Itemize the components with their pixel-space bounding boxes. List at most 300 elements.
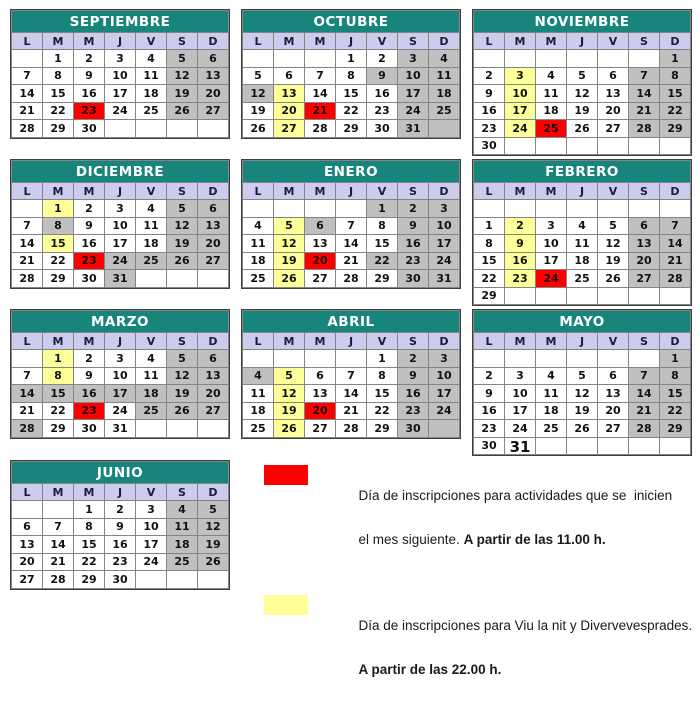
day-cell: 10 [136, 518, 167, 536]
day-cell [274, 50, 305, 68]
day-cell: 17 [429, 385, 460, 403]
day-cell: 26 [567, 120, 598, 138]
day-cell [274, 200, 305, 218]
day-cell: 29 [660, 420, 691, 438]
day-cell [429, 120, 460, 138]
day-cell: 8 [43, 367, 74, 385]
day-cell: 1 [43, 200, 74, 218]
day-cell: 3 [105, 350, 136, 368]
day-cell: 4 [429, 50, 460, 68]
day-cell: 31 [429, 270, 460, 288]
day-header: M [74, 333, 105, 350]
day-cell: 19 [167, 235, 198, 253]
day-cell: 12 [167, 67, 198, 85]
day-cell: 10 [536, 235, 567, 253]
day-cell: 15 [474, 252, 505, 270]
day-cell: 6 [305, 217, 336, 235]
day-cell: 17 [105, 235, 136, 253]
day-cell: 23 [367, 102, 398, 120]
day-cell: 20 [305, 252, 336, 270]
day-cell: 28 [336, 420, 367, 438]
day-cell: 5 [167, 350, 198, 368]
day-cell: 17 [505, 402, 536, 420]
day-cell: 14 [336, 385, 367, 403]
day-cell: 11 [429, 67, 460, 85]
day-header: M [305, 183, 336, 200]
legend-yellow-line1: Día de inscripciones para Viu la nit y Divervevesprades. [358, 618, 693, 634]
day-cell [198, 571, 229, 589]
day-cell: 24 [505, 420, 536, 438]
day-cell: 8 [474, 235, 505, 253]
day-cell [305, 200, 336, 218]
day-cell [567, 200, 598, 218]
day-cell: 27 [629, 270, 660, 288]
day-cell: 11 [243, 235, 274, 253]
day-cell: 19 [167, 385, 198, 403]
day-cell: 25 [136, 252, 167, 270]
day-cell: 20 [12, 553, 43, 571]
day-cell [505, 200, 536, 218]
day-cell: 27 [198, 102, 229, 120]
day-cell: 8 [367, 367, 398, 385]
day-cell: 14 [629, 385, 660, 403]
day-cell: 17 [136, 536, 167, 554]
day-cell: 2 [505, 217, 536, 235]
day-header: D [198, 183, 229, 200]
day-cell: 8 [367, 217, 398, 235]
day-cell: 9 [474, 85, 505, 103]
day-cell: 10 [505, 385, 536, 403]
day-cell: 18 [567, 252, 598, 270]
day-cell: 24 [105, 102, 136, 120]
day-header: V [367, 333, 398, 350]
day-cell: 11 [136, 67, 167, 85]
day-cell: 2 [74, 350, 105, 368]
legend-red-line2-bold: A partir de las 11.00 h. [463, 531, 606, 547]
day-header: J [567, 183, 598, 200]
day-cell [505, 137, 536, 155]
day-cell: 1 [660, 350, 691, 368]
day-cell: 9 [367, 67, 398, 85]
day-cell: 21 [660, 252, 691, 270]
day-header: J [105, 484, 136, 501]
day-header: S [167, 33, 198, 50]
day-cell: 26 [243, 120, 274, 138]
day-cell: 9 [74, 367, 105, 385]
day-cell: 13 [198, 367, 229, 385]
day-cell [567, 287, 598, 305]
day-cell: 9 [398, 367, 429, 385]
day-header: S [398, 183, 429, 200]
day-cell: 27 [274, 120, 305, 138]
day-cell: 17 [429, 235, 460, 253]
day-cell: 21 [336, 252, 367, 270]
day-cell: 4 [136, 200, 167, 218]
day-header: L [243, 33, 274, 50]
day-cell: 13 [305, 235, 336, 253]
day-cell: 22 [367, 402, 398, 420]
day-header: L [12, 183, 43, 200]
day-cell: 12 [198, 518, 229, 536]
day-cell: 25 [243, 420, 274, 438]
legend-item-red [264, 463, 692, 572]
day-cell: 6 [198, 50, 229, 68]
day-cell: 14 [336, 235, 367, 253]
legend [264, 463, 692, 724]
day-cell: 11 [567, 235, 598, 253]
calendar-grid [10, 9, 700, 456]
day-cell: 10 [505, 85, 536, 103]
day-cell: 9 [398, 217, 429, 235]
day-cell [243, 200, 274, 218]
day-cell: 2 [398, 350, 429, 368]
day-cell: 15 [74, 536, 105, 554]
day-cell: 19 [274, 402, 305, 420]
day-cell [567, 50, 598, 68]
day-cell: 17 [536, 252, 567, 270]
day-cell: 18 [136, 85, 167, 103]
day-cell [567, 137, 598, 155]
day-cell [629, 437, 660, 455]
day-cell [136, 120, 167, 138]
day-cell: 3 [136, 501, 167, 519]
day-cell: 6 [305, 367, 336, 385]
day-cell: 9 [105, 518, 136, 536]
day-cell: 30 [74, 270, 105, 288]
day-cell: 8 [74, 518, 105, 536]
calendar-marzo [10, 309, 230, 439]
day-cell: 13 [598, 385, 629, 403]
day-cell: 26 [274, 270, 305, 288]
day-cell: 3 [105, 50, 136, 68]
day-header: V [367, 183, 398, 200]
day-cell: 18 [243, 252, 274, 270]
day-cell [198, 120, 229, 138]
day-cell: 12 [274, 385, 305, 403]
day-header: J [567, 33, 598, 50]
day-cell [660, 437, 691, 455]
day-cell: 7 [629, 367, 660, 385]
day-header: S [167, 484, 198, 501]
day-cell: 5 [167, 200, 198, 218]
day-cell: 20 [198, 85, 229, 103]
day-header: S [398, 33, 429, 50]
month-title: SEPTIEMBRE [12, 11, 229, 33]
day-cell: 30 [474, 137, 505, 155]
day-cell: 24 [398, 102, 429, 120]
day-cell: 19 [598, 252, 629, 270]
day-cell: 23 [74, 402, 105, 420]
day-cell: 24 [105, 252, 136, 270]
month-title: OCTUBRE [243, 11, 460, 33]
day-cell [136, 571, 167, 589]
day-header: J [105, 183, 136, 200]
day-cell: 21 [12, 252, 43, 270]
day-cell: 5 [274, 217, 305, 235]
day-header: M [74, 484, 105, 501]
day-cell: 11 [136, 367, 167, 385]
day-cell [598, 437, 629, 455]
day-cell: 29 [660, 120, 691, 138]
day-cell: 4 [567, 217, 598, 235]
day-cell: 1 [336, 50, 367, 68]
day-cell: 16 [398, 385, 429, 403]
day-cell: 20 [598, 402, 629, 420]
day-cell: 11 [167, 518, 198, 536]
day-cell [629, 137, 660, 155]
day-header: D [198, 333, 229, 350]
day-cell [536, 437, 567, 455]
day-cell: 23 [505, 270, 536, 288]
day-cell: 1 [474, 217, 505, 235]
day-header: D [198, 33, 229, 50]
day-cell: 27 [305, 270, 336, 288]
day-cell: 23 [398, 252, 429, 270]
day-cell: 18 [536, 402, 567, 420]
month-title: FEBRERO [474, 161, 691, 183]
day-cell: 16 [505, 252, 536, 270]
day-cell: 1 [367, 200, 398, 218]
day-cell: 7 [336, 367, 367, 385]
day-cell: 22 [74, 553, 105, 571]
day-cell: 10 [398, 67, 429, 85]
month-title: MARZO [12, 311, 229, 333]
day-cell: 15 [660, 385, 691, 403]
day-header: L [474, 333, 505, 350]
day-cell: 3 [398, 50, 429, 68]
day-cell: 1 [74, 501, 105, 519]
day-cell: 7 [305, 67, 336, 85]
day-cell: 10 [105, 217, 136, 235]
day-header: V [136, 484, 167, 501]
day-header: J [336, 183, 367, 200]
day-cell: 24 [429, 252, 460, 270]
day-cell: 29 [367, 270, 398, 288]
day-header: J [567, 333, 598, 350]
day-cell [598, 200, 629, 218]
day-cell: 3 [105, 200, 136, 218]
day-cell: 2 [105, 501, 136, 519]
day-cell [536, 137, 567, 155]
day-cell [243, 350, 274, 368]
day-cell: 26 [198, 553, 229, 571]
day-cell: 23 [474, 120, 505, 138]
day-cell: 5 [274, 367, 305, 385]
day-cell: 22 [43, 252, 74, 270]
day-header: L [243, 333, 274, 350]
day-cell: 25 [429, 102, 460, 120]
day-header: D [660, 33, 691, 50]
day-cell: 11 [536, 385, 567, 403]
legend-yellow-line2-bold: A partir de las 22.00 h. [358, 661, 502, 677]
day-cell [598, 137, 629, 155]
day-cell: 26 [567, 420, 598, 438]
day-cell [305, 350, 336, 368]
day-cell: 7 [43, 518, 74, 536]
day-header: M [536, 333, 567, 350]
day-cell: 30 [74, 120, 105, 138]
bottom-row [10, 460, 700, 724]
day-cell: 30 [398, 270, 429, 288]
month-title: ABRIL [243, 311, 460, 333]
day-cell: 15 [43, 385, 74, 403]
day-cell: 2 [367, 50, 398, 68]
day-cell: 26 [167, 402, 198, 420]
day-cell: 14 [43, 536, 74, 554]
day-cell [629, 200, 660, 218]
day-cell [336, 350, 367, 368]
calendar-mayo [472, 309, 692, 456]
day-cell: 2 [474, 367, 505, 385]
day-header: M [536, 183, 567, 200]
day-cell: 12 [598, 235, 629, 253]
day-cell: 11 [243, 385, 274, 403]
day-header: V [367, 33, 398, 50]
day-cell: 15 [660, 85, 691, 103]
day-cell [660, 200, 691, 218]
day-cell: 5 [243, 67, 274, 85]
day-cell: 9 [74, 67, 105, 85]
day-cell: 29 [43, 420, 74, 438]
day-cell [598, 350, 629, 368]
day-cell [474, 50, 505, 68]
day-cell: 16 [398, 235, 429, 253]
day-cell: 21 [305, 102, 336, 120]
day-cell: 28 [629, 120, 660, 138]
calendar-junio [10, 460, 230, 590]
day-cell: 16 [74, 85, 105, 103]
day-cell: 28 [43, 571, 74, 589]
day-cell: 22 [43, 102, 74, 120]
day-cell: 13 [598, 85, 629, 103]
day-cell: 4 [536, 67, 567, 85]
day-header: M [43, 33, 74, 50]
day-cell: 6 [274, 67, 305, 85]
day-cell: 14 [660, 235, 691, 253]
day-cell: 19 [567, 402, 598, 420]
legend-red-text [321, 463, 672, 572]
day-cell [105, 120, 136, 138]
day-cell: 17 [398, 85, 429, 103]
day-cell: 10 [105, 67, 136, 85]
day-cell: 19 [198, 536, 229, 554]
day-cell [167, 270, 198, 288]
day-cell: 10 [429, 367, 460, 385]
day-cell: 3 [505, 367, 536, 385]
day-cell [167, 120, 198, 138]
day-cell: 16 [474, 402, 505, 420]
day-header: M [274, 333, 305, 350]
day-cell: 13 [629, 235, 660, 253]
day-cell [167, 571, 198, 589]
day-cell: 1 [367, 350, 398, 368]
yellow-legend-swatch [264, 595, 308, 615]
day-cell: 21 [12, 102, 43, 120]
day-cell: 15 [367, 385, 398, 403]
day-cell [536, 200, 567, 218]
day-cell: 14 [12, 85, 43, 103]
day-cell: 29 [43, 120, 74, 138]
day-cell [567, 437, 598, 455]
day-cell: 2 [474, 67, 505, 85]
day-cell: 9 [474, 385, 505, 403]
red-legend-swatch [264, 465, 308, 485]
calendar-septiembre [10, 9, 230, 139]
day-cell: 20 [198, 235, 229, 253]
calendar-abril [241, 309, 461, 439]
day-cell [505, 50, 536, 68]
day-cell: 2 [74, 50, 105, 68]
day-header: J [336, 333, 367, 350]
day-header: D [198, 484, 229, 501]
day-cell: 24 [536, 270, 567, 288]
day-cell [43, 501, 74, 519]
day-cell: 12 [274, 235, 305, 253]
legend-red-line1: Día de inscripciones para actividades que se inicien [358, 487, 673, 503]
day-header: S [398, 333, 429, 350]
day-cell: 29 [474, 287, 505, 305]
day-cell: 3 [505, 67, 536, 85]
day-cell: 19 [274, 252, 305, 270]
day-cell: 5 [167, 50, 198, 68]
day-cell: 9 [505, 235, 536, 253]
day-cell: 16 [474, 102, 505, 120]
day-cell: 21 [12, 402, 43, 420]
day-cell: 31 [398, 120, 429, 138]
day-header: M [505, 33, 536, 50]
day-cell: 23 [74, 102, 105, 120]
day-cell: 23 [398, 402, 429, 420]
day-cell: 13 [305, 385, 336, 403]
day-cell: 4 [536, 367, 567, 385]
day-cell: 8 [660, 367, 691, 385]
day-cell: 7 [336, 217, 367, 235]
day-cell [536, 50, 567, 68]
day-header: M [43, 333, 74, 350]
day-cell: 30 [105, 571, 136, 589]
day-cell [198, 420, 229, 438]
day-cell: 16 [74, 235, 105, 253]
day-cell: 29 [336, 120, 367, 138]
day-cell: 11 [136, 217, 167, 235]
day-cell: 18 [243, 402, 274, 420]
day-cell: 22 [43, 402, 74, 420]
day-cell: 27 [12, 571, 43, 589]
day-cell: 10 [105, 367, 136, 385]
day-cell: 24 [429, 402, 460, 420]
day-header: L [474, 183, 505, 200]
day-cell: 1 [660, 50, 691, 68]
day-header: S [629, 33, 660, 50]
day-header: L [12, 333, 43, 350]
day-cell: 21 [336, 402, 367, 420]
month-title: MAYO [474, 311, 691, 333]
day-cell: 29 [43, 270, 74, 288]
day-cell: 22 [660, 402, 691, 420]
day-cell [660, 287, 691, 305]
day-cell: 6 [198, 350, 229, 368]
day-cell: 7 [12, 217, 43, 235]
day-cell: 4 [136, 350, 167, 368]
day-cell: 23 [105, 553, 136, 571]
legend-red-line2: el mes siguiente. [358, 531, 464, 547]
day-cell [536, 287, 567, 305]
day-cell [629, 287, 660, 305]
day-cell: 13 [198, 67, 229, 85]
day-cell [536, 350, 567, 368]
day-header: V [598, 333, 629, 350]
calendar-noviembre [472, 9, 692, 156]
